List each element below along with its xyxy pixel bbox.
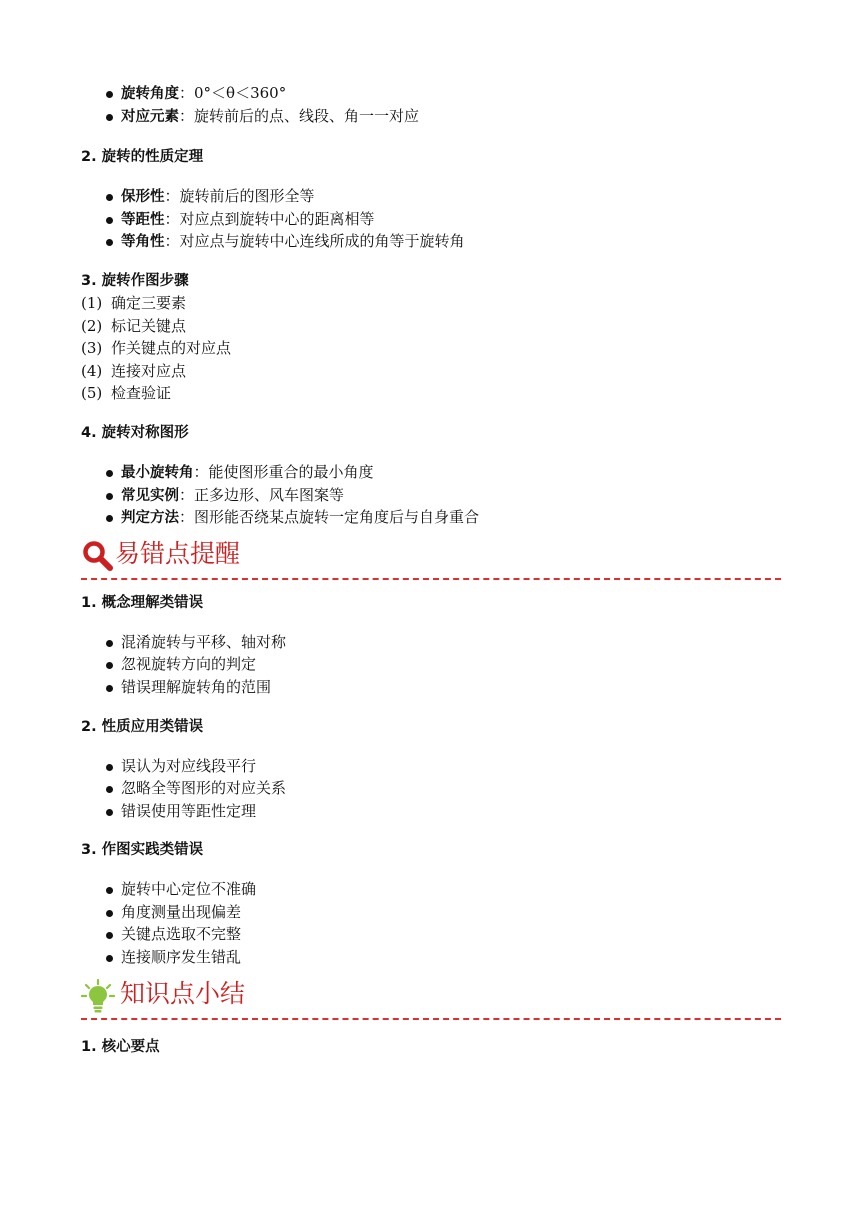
list-item: 忽略全等图形的对应关系	[121, 777, 781, 800]
section-heading: 3. 旋转作图步骤	[81, 272, 189, 289]
bullet-dot	[106, 910, 113, 917]
bullet-dot	[106, 114, 113, 121]
list-item: 错误使用等距性定理	[121, 800, 781, 823]
rotation-elements-list	[81, 82, 781, 127]
bullet-dot	[106, 217, 113, 224]
list-item: 连接顺序发生错乱	[121, 946, 781, 969]
bullet-dot	[106, 91, 113, 98]
section-heading: 4. 旋转对称图形	[81, 424, 189, 441]
magnifier-icon	[81, 539, 115, 573]
step-item: (3) 作关键点的对应点	[81, 339, 232, 358]
bullet-dot	[106, 809, 113, 816]
step-item: (4) 连接对应点	[81, 361, 187, 380]
error-list	[81, 878, 781, 968]
summary-section-header	[81, 972, 781, 1020]
step-item: (1) 确定三要素	[81, 293, 187, 312]
bullet-dot	[106, 470, 113, 477]
document-page	[81, 80, 781, 1058]
symmetry-list	[81, 461, 781, 529]
section-heading: 1. 概念理解类错误	[81, 594, 204, 611]
error-list	[81, 755, 781, 823]
errors-section-title: 易错点提醒	[115, 538, 241, 568]
error-list	[81, 631, 781, 699]
section-heading: 2. 旋转的性质定理	[81, 149, 204, 166]
list-item: 忽视旋转方向的判定	[121, 653, 781, 676]
bullet-dot	[106, 932, 113, 939]
bullet-dot	[106, 955, 113, 962]
list-item: 对应元素：旋转前后的点、线段、角一一对应	[121, 105, 781, 128]
bullet-dot	[106, 786, 113, 793]
bullet-dot	[106, 515, 113, 522]
list-item: 旋转角度：0°＜θ＜360°	[121, 82, 781, 105]
bullet-dot	[106, 239, 113, 246]
list-item: 混淆旋转与平移、轴对称	[121, 631, 781, 654]
list-item: 判定方法：图形能否绕某点旋转一定角度后与自身重合	[121, 506, 781, 529]
lightbulb-icon	[81, 979, 115, 1013]
list-item: 保形性：旋转前后的图形全等	[121, 185, 781, 208]
list-item: 角度测量出现偏差	[121, 901, 781, 924]
summary-section-title: 知识点小结	[120, 978, 246, 1008]
bullet-dot	[106, 662, 113, 669]
list-item: 最小旋转角：能使图形重合的最小角度	[121, 461, 781, 484]
list-item: 错误理解旋转角的范围	[121, 676, 781, 699]
bullet-dot	[106, 640, 113, 647]
section-heading: 2. 性质应用类错误	[81, 718, 204, 735]
list-item: 旋转中心定位不准确	[121, 878, 781, 901]
steps-list	[81, 292, 781, 405]
bullet-dot	[106, 887, 113, 894]
step-item: (2) 标记关键点	[81, 316, 187, 335]
bullet-dot	[106, 764, 113, 771]
list-item: 等角性：对应点与旋转中心连线所成的角等于旋转角	[121, 230, 781, 253]
section-heading: 3. 作图实践类错误	[81, 842, 204, 859]
list-item: 误认为对应线段平行	[121, 755, 781, 778]
bullet-dot	[106, 493, 113, 500]
list-item: 常见实例：正多边形、风车图案等	[121, 484, 781, 507]
errors-section-header	[81, 532, 781, 580]
section-heading: 1. 核心要点	[81, 1038, 160, 1055]
properties-list	[81, 185, 781, 253]
step-item: (5) 检查验证	[81, 384, 172, 403]
list-item: 等距性：对应点到旋转中心的距离相等	[121, 208, 781, 231]
bullet-dot	[106, 685, 113, 692]
bullet-dot	[106, 194, 113, 201]
list-item: 关键点选取不完整	[121, 923, 781, 946]
